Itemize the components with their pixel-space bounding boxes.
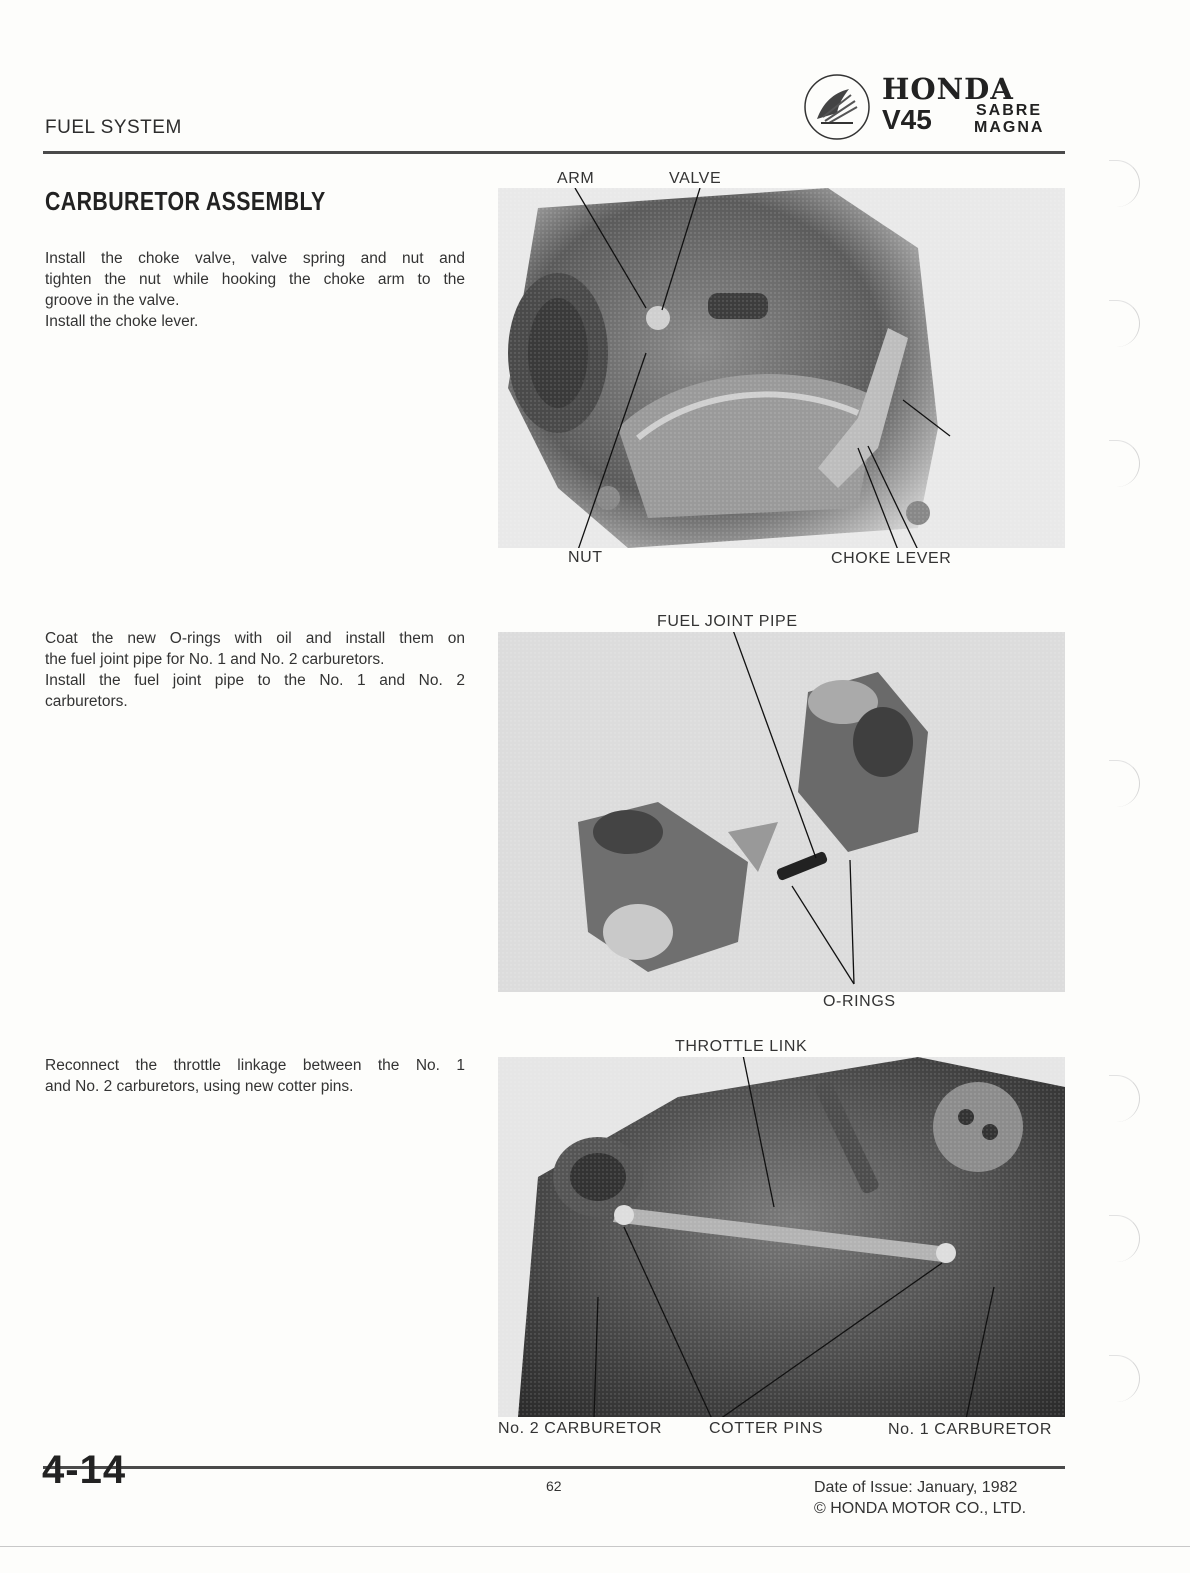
step-1-line: groove in the valve. [45, 292, 180, 309]
fuel-joint-pipe-photo [498, 632, 1065, 992]
step-2-text [45, 628, 465, 712]
label-no2-carburetor: No. 2 CARBURETOR [498, 1420, 663, 1437]
label-fuel-joint-pipe: FUEL JOINT PIPE [657, 613, 798, 630]
binder-tab-mark [1109, 440, 1140, 487]
label-valve: VALVE [669, 170, 722, 187]
page-id: 4-14 [42, 1448, 127, 1492]
step-1-line: tighten the nut while hooking the choke arm to the [45, 271, 465, 288]
model-name: V45 [882, 104, 932, 135]
binder-tab-mark [1109, 300, 1140, 347]
label-cotter-pins: COTTER PINS [709, 1420, 824, 1437]
label-o-rings: O-RINGS [823, 993, 896, 1010]
page-title: CARBURETOR ASSEMBLY [45, 186, 326, 216]
brand-logo-text: HONDA [882, 72, 1014, 106]
step-3-line: Reconnect the throttle linkage between the No. 1 [45, 1057, 465, 1074]
header-rule [43, 151, 1065, 154]
label-throttle-link: THROTTLE LINK [675, 1038, 808, 1055]
step-2-line: Install the fuel joint pipe to the No. 1 and No. 2 [45, 672, 465, 689]
page-number: 62 [546, 1478, 562, 1494]
binder-tab-mark [1109, 760, 1140, 807]
issue-date: Date of Issue: January, 1982 [814, 1479, 1018, 1496]
step-1-text [45, 248, 465, 332]
copyright: © HONDA MOTOR CO., LTD. [814, 1500, 1027, 1517]
page-bottom-edge [0, 1546, 1190, 1547]
binder-tab-mark [1109, 1355, 1140, 1402]
honda-wing-logo [803, 73, 871, 141]
step-1-line: Install the choke lever. [45, 313, 199, 330]
step-2-line: carburetors. [45, 693, 128, 710]
label-choke-lever: CHOKE LEVER [831, 550, 952, 567]
step-3-line: and No. 2 carburetors, using new cotter pins. [45, 1078, 354, 1095]
binder-tab-mark [1109, 1215, 1140, 1262]
step-3-text [45, 1055, 465, 1097]
variant-sabre: SABRE [976, 102, 1043, 119]
step-2-line: the fuel joint pipe for No. 1 and No. 2 carburetors. [45, 651, 385, 668]
choke-assembly-photo [498, 188, 1065, 548]
binder-tab-mark [1109, 1075, 1140, 1122]
section-header: FUEL SYSTEM [45, 117, 182, 138]
label-arm: ARM [557, 170, 595, 187]
footer-rule [43, 1466, 1065, 1469]
throttle-linkage-photo [498, 1057, 1065, 1417]
label-nut: NUT [568, 549, 603, 566]
variant-magna: MAGNA [974, 119, 1045, 136]
step-1-line: Install the choke valve, valve spring and nut and [45, 250, 465, 267]
binder-tab-mark [1109, 160, 1140, 207]
step-2-line: Coat the new O-rings with oil and install them on [45, 630, 465, 647]
issue-info [814, 1477, 1026, 1519]
label-no1-carburetor: No. 1 CARBURETOR [888, 1421, 1053, 1438]
